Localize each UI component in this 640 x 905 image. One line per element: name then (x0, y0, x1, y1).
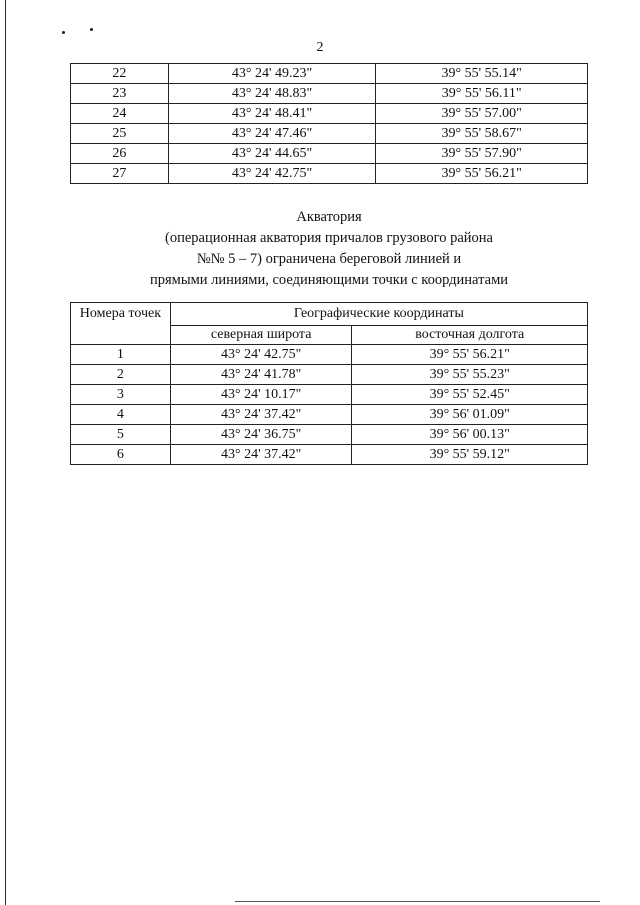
longitude-cell: 39° 55' 57.00" (376, 104, 588, 124)
column-header-coordinates: Географические координаты (170, 303, 587, 326)
latitude-cell: 43° 24' 37.42" (170, 405, 352, 425)
point-number: 24 (71, 104, 169, 124)
latitude-cell: 43° 24' 37.42" (170, 445, 352, 465)
table-row (71, 164, 588, 184)
point-number: 3 (71, 385, 171, 405)
latitude-cell: 43° 24' 42.75" (170, 345, 352, 365)
scan-edge-left (5, 0, 6, 905)
longitude-cell: 39° 55' 56.21" (376, 164, 588, 184)
table-row (71, 124, 588, 144)
latitude-cell: 43° 24' 36.75" (170, 425, 352, 445)
longitude-cell: 39° 56' 00.13" (352, 425, 588, 445)
latitude-cell: 43° 24' 41.78" (170, 365, 352, 385)
longitude-cell: 39° 55' 55.14" (376, 64, 588, 84)
latitude-cell: 43° 24' 10.17" (170, 385, 352, 405)
longitude-cell: 39° 55' 56.21" (352, 345, 588, 365)
point-number: 25 (71, 124, 169, 144)
scan-speck (90, 28, 93, 31)
longitude-cell: 39° 55' 56.11" (376, 84, 588, 104)
coordinates-table-continued (70, 63, 588, 184)
table-row (71, 84, 588, 104)
latitude-cell: 43° 24' 48.41" (168, 104, 376, 124)
table-row (71, 64, 588, 84)
point-number: 2 (71, 365, 171, 385)
page-number: 2 (316, 40, 324, 55)
table-row (71, 425, 588, 445)
point-number: 5 (71, 425, 171, 445)
table-row (71, 144, 588, 164)
column-header-longitude: восточная долгота (352, 326, 588, 345)
longitude-cell: 39° 55' 58.67" (376, 124, 588, 144)
section-heading (70, 207, 588, 291)
longitude-cell: 39° 56' 01.09" (352, 405, 588, 425)
point-number: 22 (71, 64, 169, 84)
point-number: 4 (71, 405, 171, 425)
table-row (71, 104, 588, 124)
water-area-coordinates-table (70, 302, 588, 465)
point-number: 27 (71, 164, 169, 184)
latitude-cell: 43° 24' 44.65" (168, 144, 376, 164)
section-description-line: прямыми линиями, соединяющими точки с координатами (149, 272, 509, 288)
point-number: 26 (71, 144, 169, 164)
latitude-cell: 43° 24' 42.75" (168, 164, 376, 184)
latitude-cell: 43° 24' 47.46" (168, 124, 376, 144)
column-header-points: Номера точек (71, 303, 171, 345)
point-number: 23 (71, 84, 169, 104)
longitude-cell: 39° 55' 55.23" (352, 365, 588, 385)
section-title: Акватория (296, 209, 362, 225)
table-row (71, 365, 588, 385)
longitude-cell: 39° 55' 52.45" (352, 385, 588, 405)
section-description-line: (операционная акватория причалов грузового района (165, 230, 493, 246)
section-description-line: №№ 5 – 7) ограничена береговой линией и (196, 251, 462, 267)
column-header-latitude: северная широта (170, 326, 352, 345)
table-row (71, 405, 588, 425)
table-row (71, 385, 588, 405)
point-number: 6 (71, 445, 171, 465)
longitude-cell: 39° 55' 57.90" (376, 144, 588, 164)
table-header-row (71, 303, 588, 326)
latitude-cell: 43° 24' 48.83" (168, 84, 376, 104)
latitude-cell: 43° 24' 49.23" (168, 64, 376, 84)
table-row (71, 445, 588, 465)
scan-edge-bottom (235, 901, 600, 902)
table-row (71, 345, 588, 365)
point-number: 1 (71, 345, 171, 365)
longitude-cell: 39° 55' 59.12" (352, 445, 588, 465)
scan-speck (62, 31, 65, 34)
